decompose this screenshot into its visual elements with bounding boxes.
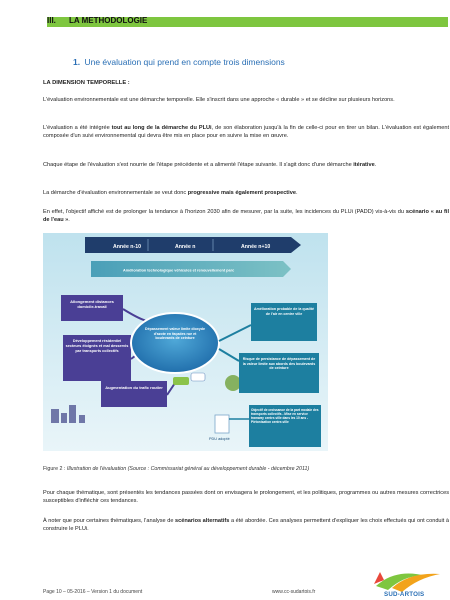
p4-text-c: . xyxy=(295,190,298,196)
p7-emphasis: scénarios alternatifs xyxy=(175,518,230,524)
year-n-minus-10-label: Année n-10 xyxy=(113,244,141,250)
banner-label: Amélioration technologique véhicules et renouvellement parc xyxy=(123,268,235,273)
subsection-title: Une évaluation qui prend en compte trois dimensions xyxy=(84,57,285,67)
risk-box-label: Risque de persistance de dépassement de la valeur limite aux abords des boulevards de ceinture xyxy=(242,357,316,371)
footer-page-info: Page 10 – 05-2016 – Version 1 du document xyxy=(43,589,143,595)
p3-text-c: . xyxy=(374,162,377,168)
figure-caption xyxy=(43,466,309,472)
p2-text-c: , de son élaboration jusqu'à la fin de celle-ci pour en tirer un bilan. L'évaluation est également composée d'un suivi environnemental qui devra être mis en place pour en suivre la mise en œuvre. xyxy=(43,125,449,140)
p3-text-a: Chaque étape de l'évaluation s'est nourrie de l'étape précédente et a alimenté l'étape suivante. Il s'agit donc d'une démarche xyxy=(43,162,354,168)
p5-text-c: . xyxy=(68,217,70,224)
p3-emphasis: itérative xyxy=(353,162,375,168)
p7-text-a: À noter que pour certaines thématiques, l'analyse de xyxy=(43,518,175,524)
p7-text-c: a été abordée. Ces analyses permettent d'expliquer les choix effectués qui ont conduit à construire le PLUi. xyxy=(43,518,449,533)
air-quality-box-label: Amélioration probable de la qualité de l'air en centre ville xyxy=(254,307,314,316)
footer-website-link[interactable]: www.cc-sudartois.fr xyxy=(272,589,316,595)
p5-emphasis: scénario « au fil de l'eau » xyxy=(43,209,450,224)
section-title: LA METHODOLOGIE xyxy=(69,16,148,25)
distance-box-label: Allongement distances domicile-travail xyxy=(70,299,114,309)
development-box-label: Développement résidentiel secteurs éloignés et mal desservis par transports collectifs xyxy=(65,339,129,353)
traffic-box-label: Augmentation du trafic routier xyxy=(105,385,163,390)
paragraph-scenario xyxy=(43,208,449,224)
year-n-label: Année n xyxy=(175,244,196,250)
paragraph-scenarios xyxy=(43,517,449,533)
paragraph-integration xyxy=(43,124,449,140)
paragraph-temporal: L'évaluation environnementale est une démarche temporelle. Elle s'inscrit dans une approche « durable » et se décline sur plusieurs horizons. xyxy=(43,97,395,103)
temporal-dimension-heading: LA DIMENSION TEMPORELLE : xyxy=(43,80,130,86)
subsection-heading xyxy=(73,57,285,67)
p4-text-a: La démarche d'évaluation environnementale se veut donc xyxy=(43,190,188,196)
paragraph-themes: Pour chaque thématique, sont présentés les tendances passées dont on envisagera le prolongement, et les politiques, programmes ou autres mesures correctrices susceptibles d'infléchir ces tendances. xyxy=(43,490,449,505)
year-n-plus-10-label: Année n+10 xyxy=(241,244,271,250)
paragraph-progressive xyxy=(43,189,449,197)
caption-text: Illustration de l'évaluation (Source : Commissariat général au développement durable - décembre 2011) xyxy=(66,466,310,472)
caption-label: Figure 2 : xyxy=(43,466,67,472)
p4-emphasis: progressive mais également prospective xyxy=(187,190,296,196)
pdu-document-icon xyxy=(215,415,229,433)
pdu-label: PDU adopté xyxy=(209,437,230,441)
paragraph-iterative xyxy=(43,161,449,169)
evaluation-illustration xyxy=(43,233,328,451)
p5-text-a: En effet, l'objectif affiché est de prolonger la tendance à l'horizon 2030 afin de mesurer, par la suite, les incidences du PLUi (PADD) vis-à-vis du xyxy=(43,209,406,215)
p2-text-a: L'évaluation a été intégrée xyxy=(43,125,112,131)
p2-emphasis: tout au long de la démarche du PLUi xyxy=(111,125,212,131)
objective-box-label: Objectif de croissance de la part modale des transports collectifs - Mise en service tramway centre-ville dans les 10 ans - Piétonisation centre-ville xyxy=(251,408,319,425)
subsection-number: 1. xyxy=(73,57,81,67)
section-number: III. xyxy=(47,16,56,25)
center-oval-label: Dépassement valeur limite dioxyde d'azote en façades rue et boulevards de ceinture xyxy=(145,327,205,341)
logo-text: SUD-ARTOIS xyxy=(384,591,425,598)
